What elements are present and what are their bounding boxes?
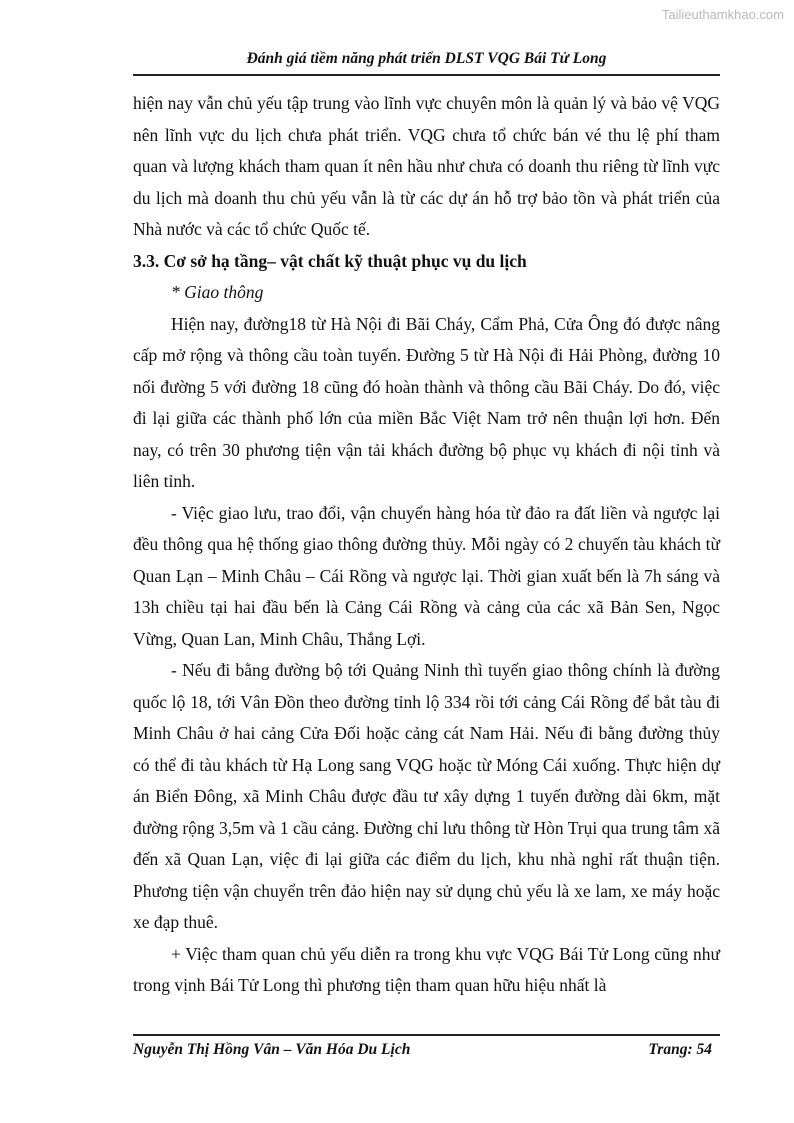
section-heading: 3.3. Cơ sở hạ tầng– vật chất kỹ thuật phục vụ du lịch [133,250,527,271]
running-footer [133,1034,720,1061]
page-number: Trang: 54 [648,1041,712,1058]
subsection-heading: * Giao thông [171,282,264,302]
paragraph-waterway: - Việc giao lưu, trao đổi, vận chuyển hàng hóa từ đảo ra đất liền và ngược lại đều thông qua hệ thống giao thông đường thủy. Mỗi ngày có 2 chuyến tàu khách từ Quan Lạn – Minh Châu – Cái Rồng và ngược lại. Thời gian xuất bến là 7h sáng và 13h chiều tại hai đầu bến là Cảng Cái Rồng và cảng của các xã Bản Sen, Ngọc Vừng, Quan Lan, Minh Châu, Thắng Lợi. [133,502,720,649]
footer-author: Nguyễn Thị Hồng Vân – Văn Hóa Du Lịch [133,1041,411,1058]
page-body [133,88,720,1002]
paragraph-routes: - Nếu đi bằng đường bộ tới Quảng Ninh thì tuyến giao thông chính là đường quốc lộ 18, tới Vân Đồn theo đường tỉnh lộ 334 rồi tới cảng Cái Rồng để bắt tàu đi Minh Châu ở hai cảng Cửa Đối hoặc cảng cát Nam Hải. Nếu đi bằng đường thủy có thể đi tàu khách từ Hạ Long sang VQG hoặc từ Móng Cái xuống. Thực hiện dự án Biển Đông, xã Minh Châu được đầu tư xây dựng 1 tuyến đường dài 6km, mặt đường rộng 3,5m và 1 cầu cảng. Đường chỉ lưu thông từ Hòn Trụi qua trung tâm xã đến xã Quan Lạn, việc đi lại giữa các điểm du lịch, khu nhà nghỉ rất thuận tiện. Phương tiện vận chuyển trên đảo hiện nay sử dụng chủ yếu là xe lam, xe máy hoặc xe đạp thuê. [133,660,720,932]
header-title: Đánh giá tiềm năng phát triển DLST VQG Bái Tử Long [246,50,607,67]
running-header [133,48,720,76]
paragraph-continuation: hiện nay vẫn chủ yếu tập trung vào lĩnh vực chuyên môn là quản lý và bảo vệ VQG nên lĩnh vực du lịch chưa phát triển. VQG chưa tổ chức bán vé thu lệ phí tham quan và lượng khách tham quan ít nên hầu như chưa có doanh thu riêng từ lĩnh vực du lịch mà doanh thu chủ yếu vẫn là từ các dự án hỗ trợ bảo tồn và phát triển của Nhà nước và các tổ chức Quốc tế. [133,93,720,239]
watermark: Tailieuthamkhao.com [661,7,784,22]
paragraph-roads: Hiện nay, đường18 từ Hà Nội đi Bãi Cháy, Cẩm Phả, Cửa Ông đó được nâng cấp mở rộng và thông cầu toàn tuyến. Đường 5 từ Hà Nội đi Hải Phòng, đường 10 nối đường 5 với đường 18 cũng đó hoàn thành và thông cầu Bãi Cháy. Do đó, việc đi lại giữa các thành phố lớn của miền Bắc Việt Nam trở nên thuận lợi hơn. Đến nay, có trên 30 phương tiện vận tải khách đường bộ phục vụ khách đi nội tỉnh và liên tỉnh. [133,313,720,491]
paragraph-sightseeing: + Việc tham quan chủ yếu diễn ra trong khu vực VQG Bái Tử Long cũng như trong vịnh Bái Tử Long thì phương tiện tham quan hữu hiệu nhất là [133,943,720,995]
